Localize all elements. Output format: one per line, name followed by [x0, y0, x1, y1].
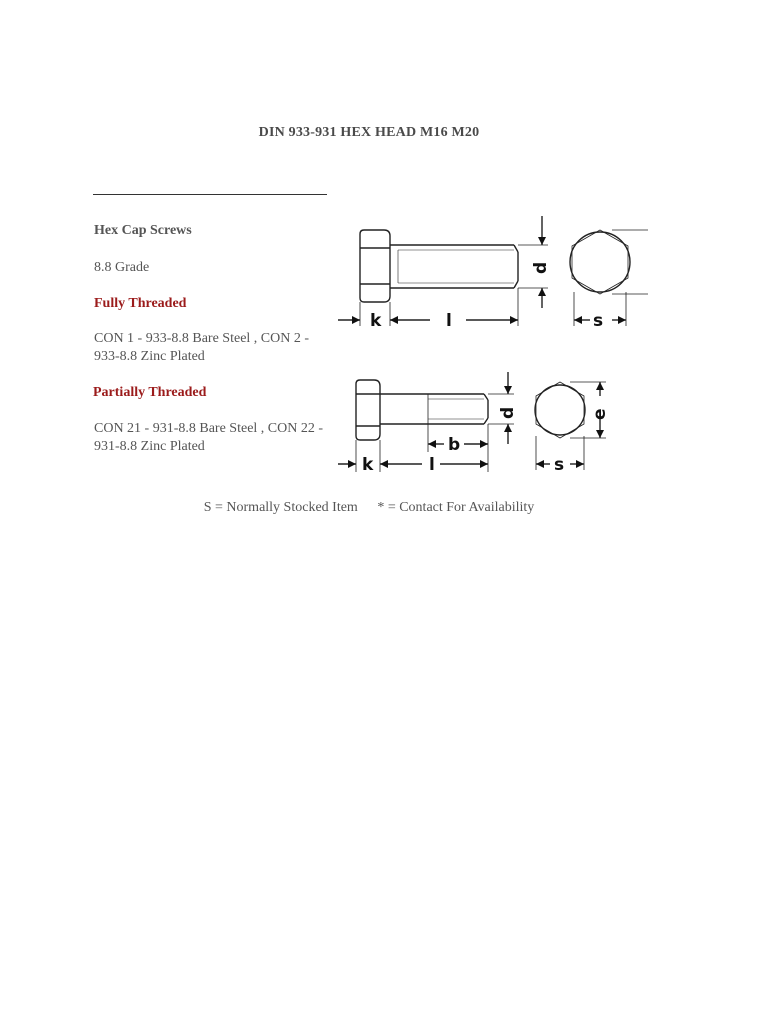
dim-label-s: s [593, 311, 604, 331]
divider [93, 194, 327, 195]
dim-label-s: s [554, 455, 565, 475]
dim-label-l: l [429, 455, 435, 475]
grade-text: 8.8 Grade [94, 260, 150, 275]
legend-contact: * = Contact For Availability [377, 500, 535, 515]
dim-label-b: b [448, 435, 461, 455]
dim-label-e: e [590, 408, 610, 420]
availability-legend [0, 500, 738, 516]
dim-label-k: k [362, 455, 374, 475]
dim-label-l: l [446, 311, 452, 331]
dim-label-d: d [531, 261, 551, 274]
page-title: DIN 933-931 HEX HEAD M16 M20 [258, 125, 480, 140]
partially-threaded-heading: Partially Threaded [93, 385, 207, 400]
fully-threaded-bolt-diagram [336, 212, 652, 332]
partially-threaded-description: CON 21 - 931-8.8 Bare Steel , CON 22 - 931-8.8 Zinc Plated [94, 421, 324, 454]
partially-threaded-bolt-diagram [336, 372, 652, 478]
legend-stocked: S = Normally Stocked Item [203, 500, 358, 515]
dim-label-d: d [498, 406, 518, 419]
fully-threaded-heading: Fully Threaded [94, 296, 187, 311]
fully-threaded-description: CON 1 - 933-8.8 Bare Steel , CON 2 - 933-8.8 Zinc Plated [94, 331, 310, 364]
dim-label-k: k [370, 311, 382, 331]
product-heading: Hex Cap Screws [94, 223, 192, 238]
